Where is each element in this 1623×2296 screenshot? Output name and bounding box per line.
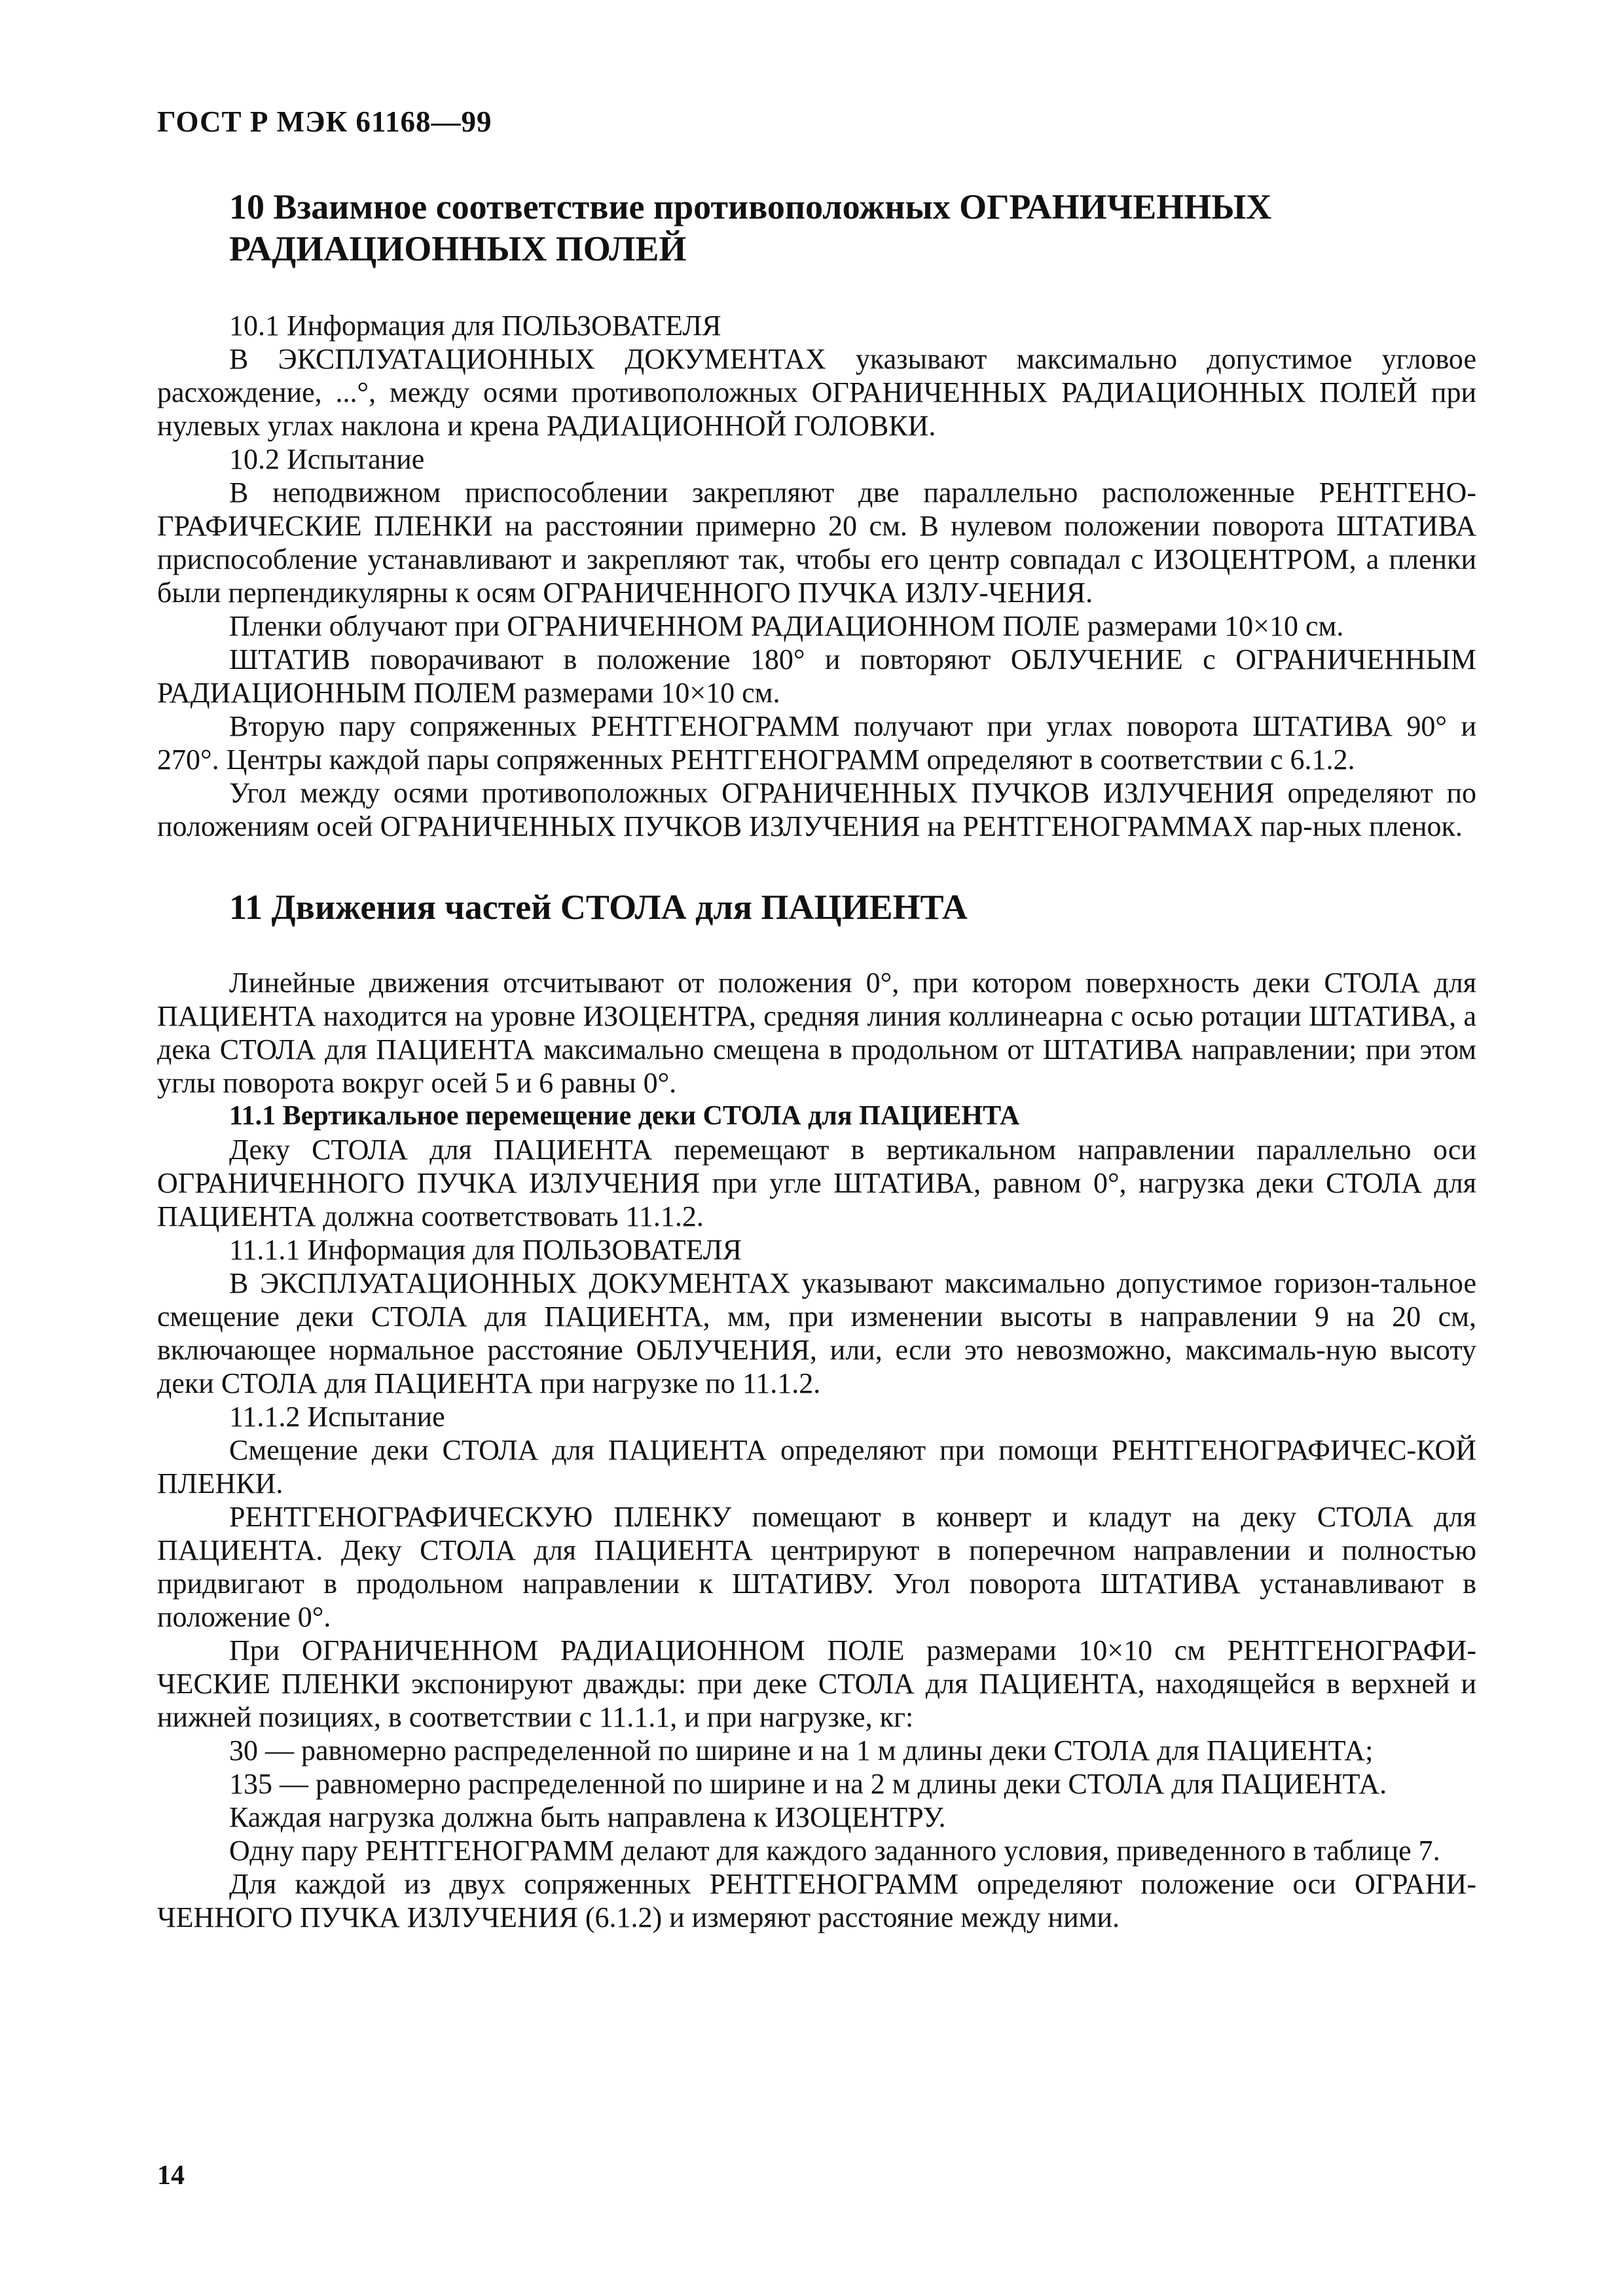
paragraph: Вторую пару сопряженных РЕНТГЕНОГРАММ получают при углах поворота ШТАТИВА 90° и 270°. Центры каждой пары сопряженных РЕНТГЕНОГРАММ определяют в соответствии с 6.1.2. — [157, 710, 1476, 776]
paragraph: Линейные движения отсчитывают от положения 0°, при котором поверхность деки СТОЛА для ПАЦИЕНТА находится на уровне ИЗОЦЕНТРА, средняя линия коллинеарна с осью ротации ШТАТИВА, а дека СТОЛА для ПАЦИЕНТА максимально смещена в продольном от ШТАТИВА направлении; при этом углы поворота вокруг осей 5 и 6 равны 0°. — [157, 967, 1476, 1099]
paragraph: При ОГРАНИЧЕННОМ РАДИАЦИОННОМ ПОЛЕ размерами 10×10 см РЕНТГЕНОГРАФИ-ЧЕСКИЕ ПЛЕНКИ экспонируют дважды: при деке СТОЛА для ПАЦИЕНТА, находящейся в верхней и нижней позициях, в соответствии с 11.1.1, и при нагрузке, кг: — [157, 1634, 1476, 1733]
paragraph: 11.1.2 Испытание — [229, 1401, 445, 1433]
paragraph: Каждая нагрузка должна быть направлена к ИЗОЦЕНТРУ. — [229, 1801, 946, 1833]
paragraph: Смещение деки СТОЛА для ПАЦИЕНТА определяют при помощи РЕНТГЕНОГРАФИЧЕС-КОЙ ПЛЕНКИ. — [157, 1434, 1476, 1499]
paragraph: 30 — равномерно распределенной по ширине и на 1 м длины деки СТОЛА для ПАЦИЕНТА; — [229, 1734, 1374, 1767]
paragraph: Угол между осями противоположных ОГРАНИЧЕННЫХ ПУЧКОВ ИЗЛУЧЕНИЯ определяют по положениям осей ОГРАНИЧЕННЫХ ПУЧКОВ ИЗЛУЧЕНИЯ на РЕНТГЕНОГРАММАХ пар-ных пленок. — [157, 777, 1476, 842]
paragraph: Деку СТОЛА для ПАЦИЕНТА перемещают в вертикальном направлении параллельно оси ОГРАНИЧЕННОГО ПУЧКА ИЗЛУЧЕНИЯ при угле ШТАТИВА, равном 0°, нагрузка деки СТОЛА для ПАЦИЕНТА должна соответствовать 11.1.2. — [157, 1134, 1476, 1232]
paragraph: 10.1 Информация для ПОЛЬЗОВАТЕЛЯ — [229, 310, 721, 342]
paragraph: В ЭКСПЛУАТАЦИОННЫХ ДОКУМЕНТАХ указывают максимально допустимое горизон-тальное смещение деки СТОЛА для ПАЦИЕНТА, мм, при изменении высоты в направлении 9 на 20 см, включающее нормальное расстояние ОБЛУЧЕНИЯ, или, если это невозможно, максималь-ную высоту деки СТОЛА для ПАЦИЕНТА при нагрузке по 11.1.2. — [157, 1267, 1476, 1399]
section-10-body — [157, 309, 1476, 843]
paragraph: В ЭКСПЛУАТАЦИОННЫХ ДОКУМЕНТАХ указывают максимально допустимое угловое расхождение, ...°, между осями противоположных ОГРАНИЧЕННЫХ РАДИАЦИОННЫХ ПОЛЕЙ при нулевых углах наклона и крена РАДИАЦИОННОЙ ГОЛОВКИ. — [157, 343, 1476, 442]
paragraph: В неподвижном приспособлении закрепляют две параллельно расположенные РЕНТГЕНО-ГРАФИЧЕСКИЕ ПЛЕНКИ на расстоянии примерно 20 см. В нулевом положении поворота ШТАТИВА приспособление устанавливают и закрепляют так, чтобы его центр совпадал с ИЗОЦЕНТРОМ, а пленки были перпендикулярны к осям ОГРАНИЧЕННОГО ПУЧКА ИЗЛУ-ЧЕНИЯ. — [157, 476, 1476, 609]
paragraph: ШТАТИВ поворачивают в положение 180° и повторяют ОБЛУЧЕНИЕ с ОГРАНИЧЕННЫМ РАДИАЦИОННЫМ ПОЛЕМ размерами 10×10 см. — [157, 643, 1476, 709]
paragraph: 10.2 Испытание — [229, 443, 425, 475]
document-header: ГОСТ Р МЭК 61168—99 — [157, 105, 492, 138]
paragraph: Одну пару РЕНТГЕНОГРАММ делают для каждого заданного условия, приведенного в таблице 7. — [229, 1835, 1440, 1867]
section-10-heading: 10 Взаимное соответствие противоположных ОГРАНИЧЕННЫХ РАДИАЦИОННЫХ ПОЛЕЙ — [229, 187, 1272, 268]
paragraph: РЕНТГЕНОГРАФИЧЕСКУЮ ПЛЕНКУ помещают в конверт и кладут на деку СТОЛА для ПАЦИЕНТА. Деку СТОЛА для ПАЦИЕНТА центрируют в поперечном направлении и полностью придвигают в продольном направлении к ШТАТИВУ. Угол поворота ШТАТИВА устанавливают в положение 0°. — [157, 1501, 1476, 1633]
paragraph: Для каждой из двух сопряженных РЕНТГЕНОГРАММ определяют положение оси ОГРАНИ-ЧЕННОГО ПУЧКА ИЗЛУЧЕНИЯ (6.1.2) и измеряют расстояние между ними. — [157, 1868, 1476, 1933]
document-page — [157, 105, 1476, 1934]
page-number: 14 — [157, 2161, 185, 2191]
paragraph: 135 — равномерно распределенной по ширине и на 2 м длины деки СТОЛА для ПАЦИЕНТА. — [229, 1768, 1387, 1800]
subsection-heading: 11.1 Вертикальное перемещение деки СТОЛА для ПАЦИЕНТА — [229, 1101, 1020, 1131]
paragraph: 11.1.1 Информация для ПОЛЬЗОВАТЕЛЯ — [229, 1234, 742, 1266]
paragraph: Пленки облучают при ОГРАНИЧЕННОМ РАДИАЦИОННОМ ПОЛЕ размерами 10×10 см. — [229, 610, 1344, 642]
section-11-heading: 11 Движения частей СТОЛА для ПАЦИЕНТА — [229, 888, 968, 927]
section-11-body — [157, 966, 1476, 1934]
